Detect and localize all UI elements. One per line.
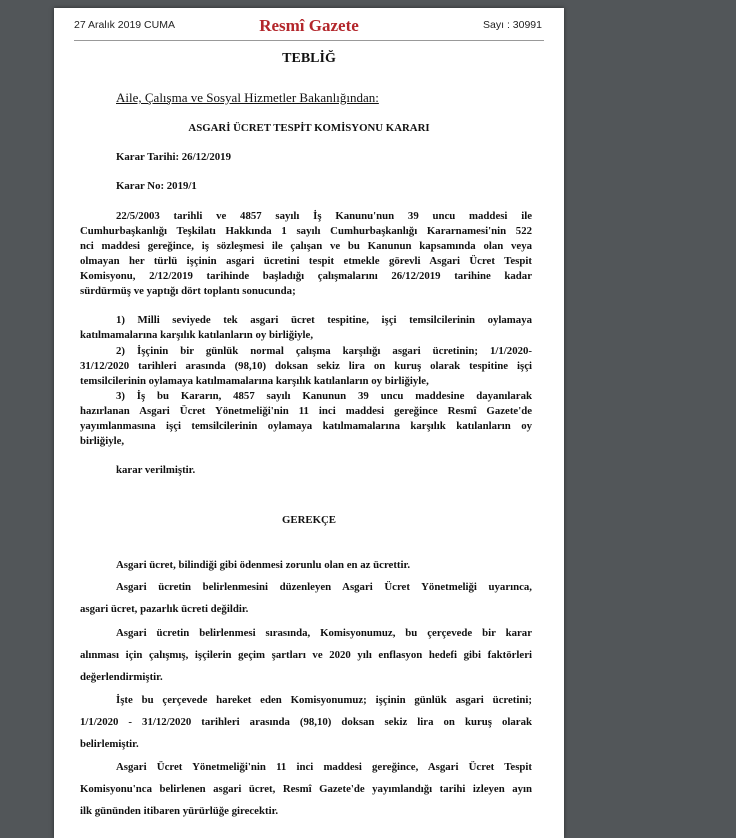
decision-item-3: 3) İş bu Kararın, 4857 sayılı Kanunun 39 uncu maddesine dayanılarak bbox=[116, 390, 532, 402]
rationale-paragraph-2: Asgari ücretin belirlenmesini düzenleyen Asgari Ücret Yönetmeliği uyarınca, bbox=[116, 581, 532, 593]
decision-item-1: katılmamalarına karşılık katılanların oy birliğiyle, bbox=[80, 329, 314, 341]
decision-number: Karar No: 2019/1 bbox=[116, 180, 197, 192]
header-divider bbox=[74, 40, 544, 41]
intro-line: sürdürmüş ve yaptığı dört toplantı sonucunda; bbox=[80, 285, 296, 297]
gazette-date: 27 Aralık 2019 CUMA bbox=[74, 19, 175, 31]
rationale-paragraph-4: 1/1/2020 - 31/12/2020 tarihleri arasında (98,10) doksan sekiz lira on kuruş olarak bbox=[80, 716, 532, 728]
rationale-paragraph-4: İşte bu çerçevede hareket eden Komisyonumuz; işçinin günlük asgari ücretini; bbox=[116, 694, 532, 706]
decision-item-3: birliğiyle, bbox=[80, 435, 125, 447]
decision-item-3: yayımlanmasına işçi temsilcilerinin oylamaya katılmamalarına karşılık katılanların oy bbox=[80, 420, 532, 432]
decision-item-2: 31/12/2020 tarihleri arasında (98,10) doksan sekiz lira on kuruş olarak tespitine işçi bbox=[80, 360, 532, 372]
intro-line: 22/5/2003 tarihli ve 4857 sayılı İş Kanunu'nun 39 uncu maddesi ile bbox=[116, 210, 532, 222]
intro-line: Cumhurbaşkanlığı Teşkilatı Hakkında 1 sayılı Cumhurbaşkanlığı Kararnamesi'nin 522 bbox=[80, 225, 532, 237]
decision-item-2: temsilcilerinin oylamaya katılmamalarına karşılık katılanların oy birliğiyle, bbox=[80, 375, 429, 387]
document-page bbox=[54, 8, 564, 838]
decision-date: Karar Tarihi: 26/12/2019 bbox=[116, 151, 231, 163]
rationale-paragraph-3: alınması için çalışmış, işçilerin geçim şartları ve 2020 yılı enflasyon hedefi gibi faktörleri bbox=[80, 649, 532, 661]
rationale-paragraph-5: Asgari Ücret Yönetmeliği'nin 11 inci maddesi gereğince, Asgari Ücret Tespit bbox=[116, 761, 532, 773]
decision-item-2: 2) İşçinin bir günlük normal çalışma karşılığı asgari ücretinin; 1/1/2020- bbox=[116, 345, 532, 357]
rationale-paragraph-5: Komisyonu'nca belirlenen asgari ücret, Resmî Gazete'de yayımlandığı tarihi izleyen ayın bbox=[80, 783, 532, 795]
rationale-paragraph-4: belirlemiştir. bbox=[80, 738, 139, 750]
rationale-paragraph-3: değerlendirmiştir. bbox=[80, 671, 163, 683]
closing-line: karar verilmiştir. bbox=[116, 464, 196, 476]
decision-item-1: 1) Milli seviyede tek asgari ücret tespitine, işçi temsilcilerinin oylamaya bbox=[116, 314, 532, 326]
section-title: TEBLİĞ bbox=[282, 51, 336, 66]
rationale-paragraph-5: ilk gününden itibaren yürürlüğe girecektir. bbox=[80, 805, 279, 817]
gazette-title: Resmî Gazete bbox=[259, 16, 359, 35]
ministry-line: Aile, Çalışma ve Sosyal Hizmetler Bakanlığından: bbox=[116, 90, 379, 105]
intro-line: nci maddesi gereğince, iş sözleşmesi ile çalışan ve bu Kanunun kapsamında olan veya bbox=[80, 240, 532, 252]
rationale-title: GEREKÇE bbox=[282, 514, 336, 526]
gazette-issue-number: Sayı : 30991 bbox=[483, 19, 542, 31]
intro-line: olmayan her türlü işçinin asgari ücretini tespit etmekle görevli Asgari Ücret Tespit bbox=[80, 255, 532, 267]
rationale-paragraph-1: Asgari ücret, bilindiği gibi ödenmesi zorunlu olan en az ücrettir. bbox=[116, 559, 411, 571]
intro-line: Komisyonu, 2/12/2019 tarihinde başladığı çalışmalarını 26/12/2019 tarihine kadar bbox=[80, 270, 532, 282]
decision-title: ASGARİ ÜCRET TESPİT KOMİSYONU KARARI bbox=[188, 122, 430, 134]
rationale-paragraph-3: Asgari ücretin belirlenmesi sırasında, Komisyonumuz, bu çerçevede bir karar bbox=[116, 627, 532, 639]
decision-item-3: hazırlanan Asgari Ücret Yönetmeliği'nin 11 inci maddesi gereğince Resmî Gazete'de bbox=[80, 405, 532, 417]
rationale-paragraph-2: asgari ücret, pazarlık ücreti değildir. bbox=[80, 603, 249, 615]
